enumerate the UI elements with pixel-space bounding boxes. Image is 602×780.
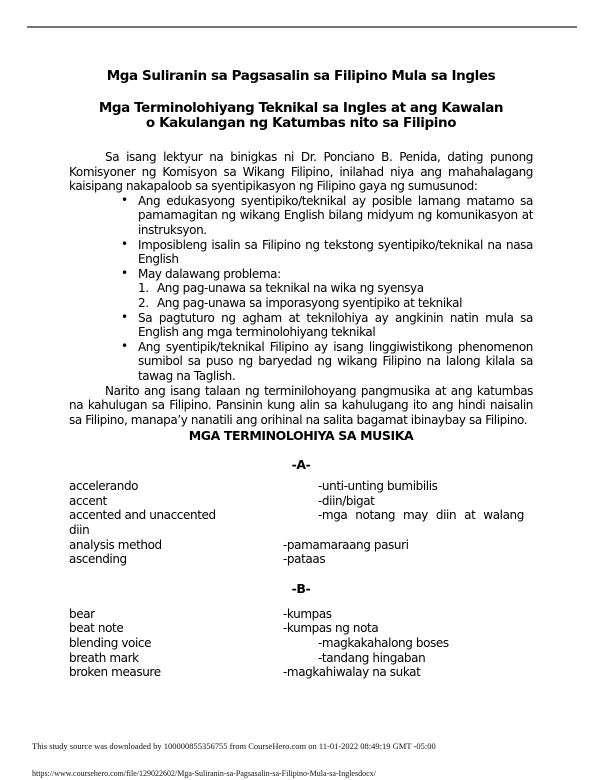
glossary-term: analysis method xyxy=(69,537,162,552)
document-subtitle xyxy=(69,101,533,131)
glossary-entry xyxy=(69,538,533,553)
glossary-term: blending voice xyxy=(69,636,152,651)
glossary-term: broken measure xyxy=(69,665,161,680)
glossary-definition: -pamamaraang pasuri xyxy=(283,537,409,552)
numbered-item-2 xyxy=(138,296,533,311)
glossary-term: accent xyxy=(69,493,107,508)
bullet-text-3: May dalawang problema: xyxy=(138,266,281,281)
bullet-list xyxy=(69,194,533,384)
glossary-entry xyxy=(69,552,533,567)
bullet-icon: • xyxy=(121,309,128,324)
glossary-entry xyxy=(69,607,533,622)
glossary-entry xyxy=(69,479,533,494)
glossary-definition: -magkakahalong boses xyxy=(318,636,449,651)
bullet-item-5 xyxy=(121,338,533,384)
bullet-text-1: Ang edukasyong syentipiko/teknikal ay posible lamang matamo sa pamamagitan ng wikang English bilang midyum ng komunikasyon at instruksyon. xyxy=(138,193,533,237)
glossary-definition: -unti-unting bumibilis xyxy=(318,479,438,494)
closing-paragraph: Narito ang isang talaan ng terminilohoyang pangmusika at ang katumbas na kahulugan sa Filipino. Pansinin kung alin sa kahulugang ito ang hindi naisalin sa Filipino, manapa’y nanatili ang orihinal na salita bagamat ibinaybay sa Filipino. xyxy=(69,383,533,427)
glossary-definition-wrap: diin xyxy=(69,523,90,538)
glossary-term: breath mark xyxy=(69,650,139,665)
glossary-entry xyxy=(69,494,533,509)
glossary-entry xyxy=(69,621,533,636)
document-title: Mga Suliranin sa Pagsasalin sa Filipino Mula sa Ingles xyxy=(106,68,496,84)
glossary-term: bear xyxy=(69,606,95,621)
bullet-icon: • xyxy=(121,236,128,251)
glossary-term: accented and unaccented xyxy=(69,508,216,523)
glossary-definition: -magkahiwalay na sukat xyxy=(283,665,421,680)
numbered-item-1-number: 1. xyxy=(138,281,149,296)
glossary-definition: -kumpas ng nota xyxy=(283,621,379,636)
bullet-item-1 xyxy=(121,192,533,238)
download-attribution: This study source was downloaded by 100000855356755 from CourseHero.com on 11-01-2022 08:49:19 GMT -05:00 xyxy=(32,741,436,751)
subtitle-line-2: o Kakulangan ng Katumbas nito sa Filipino xyxy=(145,115,457,131)
glossary-entry xyxy=(69,665,533,680)
numbered-item-1 xyxy=(138,281,533,296)
glossary-entry xyxy=(69,651,533,666)
source-url-link[interactable]: https://www.coursehero.com/file/129022602/Mga-Suliranin-sa-Pagsasalin-sa-Filipino-Mula-sa-Inglesdocx/ xyxy=(32,769,376,778)
numbered-item-2-text: Ang pag-unawa sa imporasyong syentipiko at teknikal xyxy=(157,295,463,310)
section-label-b: -B- xyxy=(291,580,311,596)
glossary-term: ascending xyxy=(69,552,127,567)
glossary-definition: -tandang hingaban xyxy=(318,650,426,665)
section-label-a: -A- xyxy=(291,457,311,473)
glossary-term: accelerando xyxy=(69,479,139,494)
glossary-heading: MGA TERMINOLOHIYA SA MUSIKA xyxy=(188,428,414,444)
bullet-text-5: Ang syentipik/teknikal Filipino ay isang linggiwistikong phenomenon sumibol sa puso ng baryedad ng wikang Filipino na lalong kilala sa tawag na Taglish. xyxy=(138,339,533,383)
glossary-entry xyxy=(69,508,533,523)
intro-paragraph: Sa isang lektyur na binigkas ni Dr. Ponciano B. Penida, dating punong Komisyoner ng Komisyon sa Wikang Filipino, inilahad niya ang mahahalagang kaisipang nakapaloob sa syentipikasyon ng Filipino gaya ng sumusunod: xyxy=(69,150,533,194)
document-body xyxy=(69,69,533,680)
glossary-section-b xyxy=(69,607,533,680)
bullet-item-3 xyxy=(121,265,533,282)
bullet-icon: • xyxy=(121,338,128,353)
glossary-definition: -kumpas xyxy=(283,606,332,621)
glossary-term: beat note xyxy=(69,621,124,636)
glossary-entry xyxy=(69,636,533,651)
bullet-text-2: Imposibleng isalin sa Filipino ng tekstong syentipiko/teknikal na nasa English xyxy=(138,237,533,267)
bullet-icon: • xyxy=(121,265,128,280)
bullet-item-4 xyxy=(121,309,533,340)
numbered-item-2-number: 2. xyxy=(138,295,149,310)
bullet-item-2 xyxy=(121,236,533,267)
glossary-definition: -diin/bigat xyxy=(318,493,375,508)
numbered-item-1-text: Ang pag-unawa sa teknikal na wika ng syensya xyxy=(157,281,424,296)
glossary-definition: -mga notang may diin at walang xyxy=(318,508,524,523)
top-divider xyxy=(27,26,577,28)
bullet-icon: • xyxy=(121,192,128,207)
glossary-definition: -pataas xyxy=(283,552,326,567)
subtitle-line-1: Mga Terminolohiyang Teknikal sa Ingles at ang Kawalan xyxy=(98,100,504,116)
glossary-section-a xyxy=(69,479,533,567)
bullet-text-4: Sa pagtuturo ng agham at teknilohiya ay angkinin natin mula sa English ang mga terminolohiyang teknikal xyxy=(138,310,533,340)
